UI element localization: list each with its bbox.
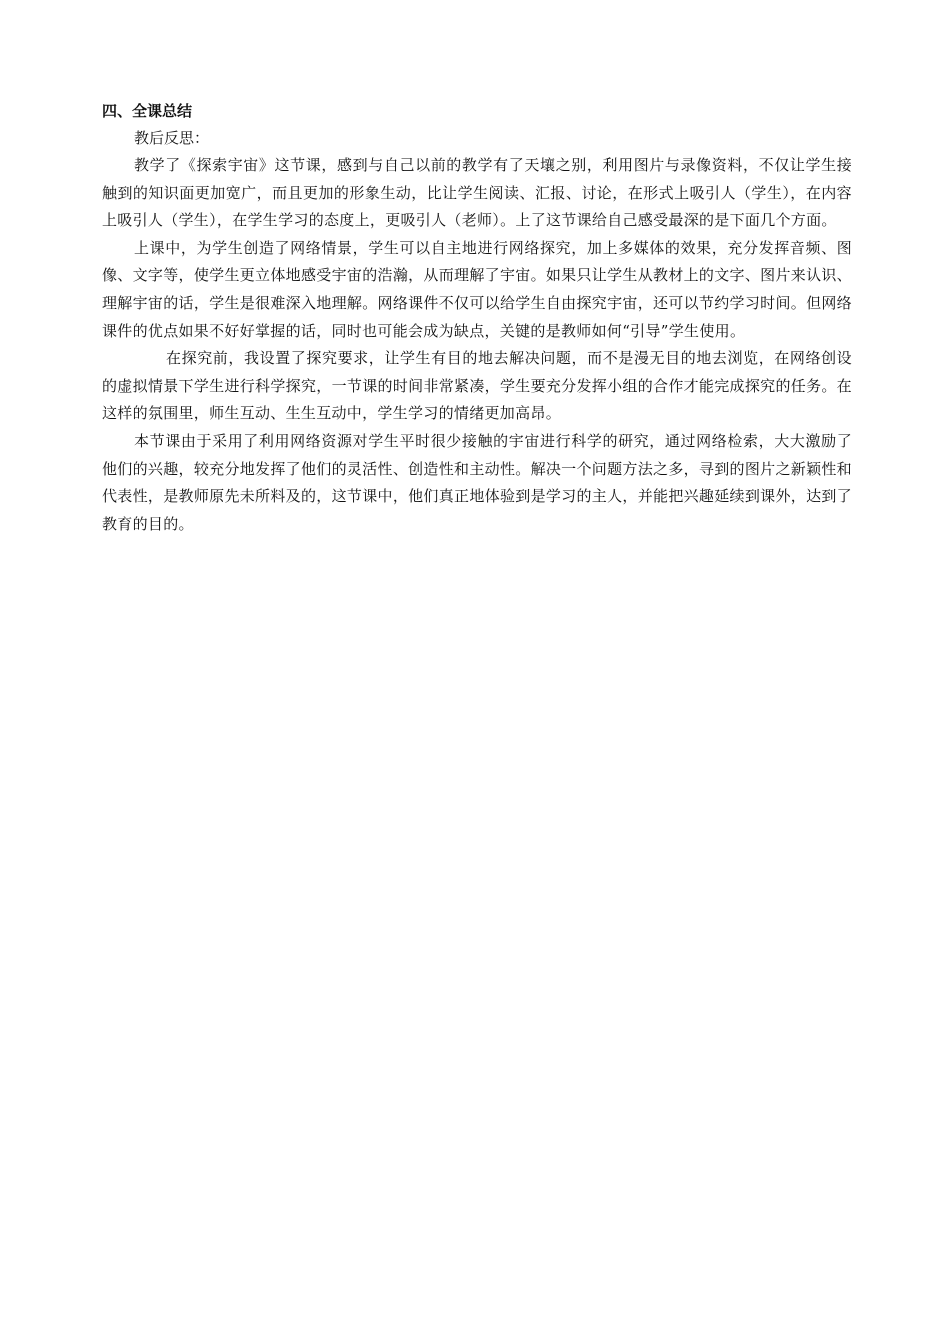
section-heading: 四、全课总结: [102, 102, 193, 120]
paragraph-conclusion: 本节课由于采用了利用网络资源对学生平时很少接触的宇宙进行科学的研究，通过网络检索，大大激励了他们的兴趣，较充分地发挥了他们的灵活性、创造性和主动性。解决一个问题方法之多，寻到的图片之新颖性和代表性，是教师原先未所料及的，这节课中，他们真正地体验到是学习的主人，并能把兴趣延续到课外，达到了教育的目的。: [102, 431, 852, 533]
document-page: [102, 98, 852, 538]
paragraph-inquiry-requirements: 在探究前，我设置了探究要求，让学生有目的地去解决问题，而不是漫无目的地去浏览，在网络创设的虚拟情景下学生进行科学探究，一节课的时间非常紧凑，学生要充分发挥小组的合作才能完成探究的任务。在这样的氛围里，师生互动、生生互动中，学生学习的情绪更加高昂。: [102, 349, 852, 423]
paragraph-intro: 教学了《探索宇宙》这节课，感到与自己以前的教学有了天壤之别，利用图片与录像资料，不仅让学生接触到的知识面更加宽广，而且更加的形象生动，比让学生阅读、汇报、讨论，在形式上吸引人（学生），在内容上吸引人（学生），在学生学习的态度上，更吸引人（老师）。上了这节课给自己感受最深的是下面几个方面。: [102, 156, 852, 230]
paragraph-network-scenario: 上课中，为学生创造了网络情景，学生可以自主地进行网络探究，加上多媒体的效果，充分发挥音频、图像、文字等，使学生更立体地感受宇宙的浩瀚，从而理解了宇宙。如果只让学生从教材上的文字、图片来认识、理解宇宙的话，学生是很难深入地理解。网络课件不仅可以给学生自由探究宇宙，还可以节约学习时间。但网络课件的优点如果不好好掌握的话，同时也可能会成为缺点，关键的是教师如何“引导”学生使用。: [102, 238, 852, 340]
reflection-label: 教后反思：: [134, 129, 210, 147]
